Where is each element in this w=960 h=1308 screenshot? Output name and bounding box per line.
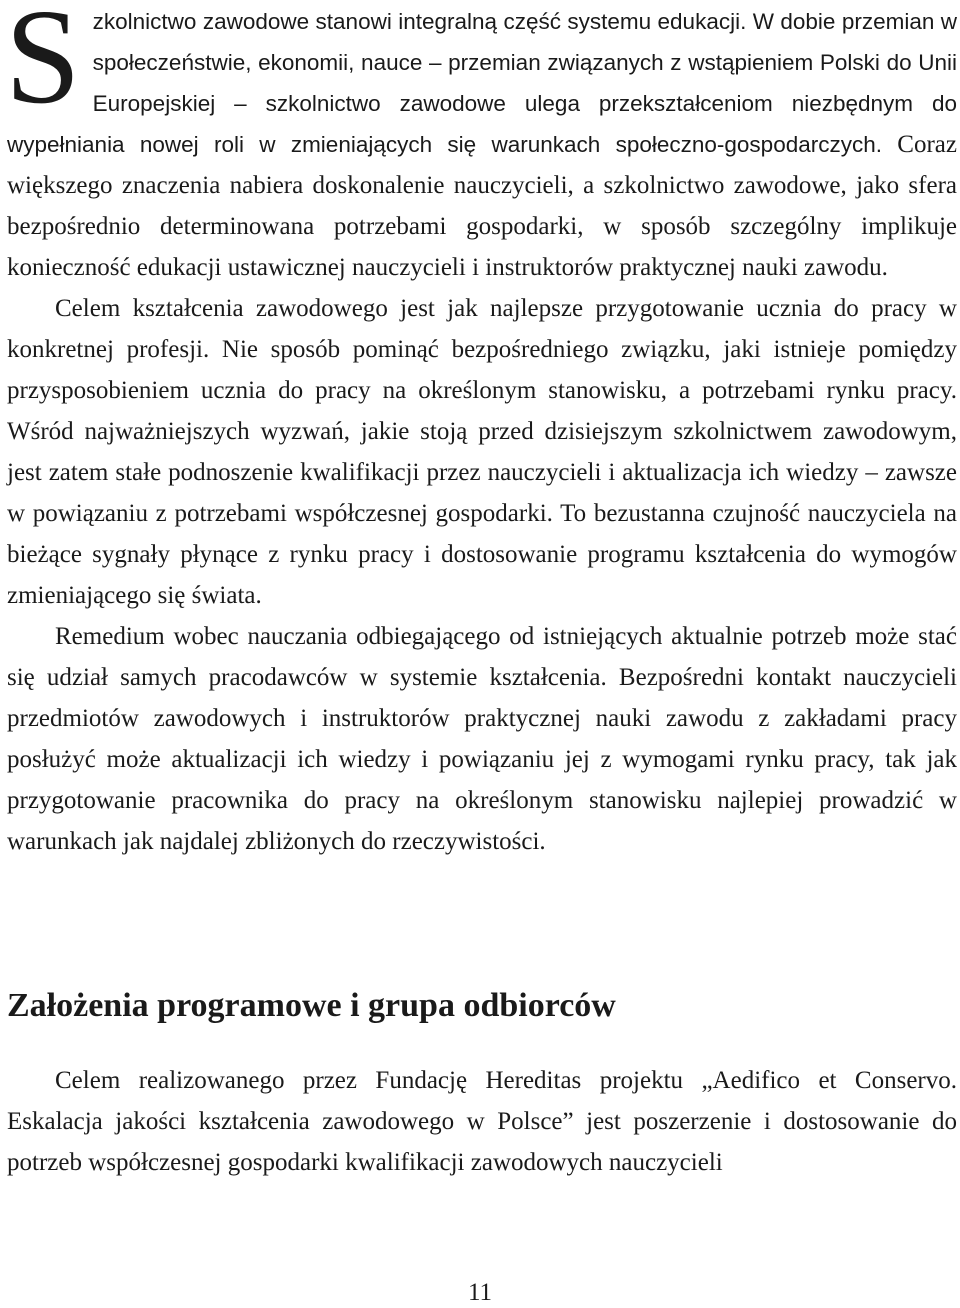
body-paragraph: Celem kształcenia zawodowego jest jak najlepsze przygotowanie ucznia do pracy w konkretnej profesji. Nie sposób pominąć bezpośredniego związku, jaki istnieje pomiędzy przysposobieniem ucznia do pracy na określonym stanowisku, a potrzebami rynku pracy. Wśród najważniejszych wyzwań, jakie stoją przed dzisiejszym szkolnictwem zawodowym, jest zatem stałe podnoszenie kwalifikacji przez nauczycieli i aktualizacja ich wiedzy – zawsze w powiązaniu z potrzebami współczesnej gospodarki. To bezustanna czujność nauczyciela na bieżące sygnały płynące z rynku pracy i dostosowanie programu kształcenia do wymogów zmieniającego się świata. <box>7 295 957 609</box>
intro-sans-text: zkolnictwo zawodowe stanowi integralną część systemu edukacji. W dobie przemian w społeczeństwie, ekonomii, nauce – przemian związanych z wstąpieniem Polski do Unii Europejskiej – szkolnictwo zawodowe ulega przekształceniom niezbędnym do wypełniania nowej roli w zmieniających się warunkach społeczno-gospodarczych. <box>7 9 957 157</box>
section-paragraph: Celem realizowanego przez Fundację Hereditas projektu „Aedifico et Conservo. Eskalacja jakości kształcenia zawodowego w Polsce” jest poszerzenie i dostosowanie do potrzeb współczesnej gospodarki kwalifikacji zawodowych nauczycieli <box>7 1067 957 1176</box>
intro-paragraph <box>7 0 957 288</box>
intro-serif-text: Coraz większego znaczenia nabiera doskonalenie nauczycieli, a szkolnictwo zawodowe, jako sfera bezpośrednio determinowana potrzebami gospodarki, w sposób szczególny implikuje konieczność edukacji ustawicznej nauczycieli i instruktorów praktycznej nauki zawodu. <box>7 131 957 281</box>
document-page <box>7 0 957 1183</box>
drop-cap: S <box>5 0 81 132</box>
page-number: 11 <box>467 1279 493 1306</box>
body-paragraph: Remedium wobec nauczania odbiegającego od istniejących aktualnie potrzeb może stać się udział samych pracodawców w systemie kształcenia. Bezpośredni kontakt nauczycieli przedmiotów zawodowych i instruktorów praktycznej nauki zawodu z zakładami pracy posłużyć może aktualizacji ich wiedzy i powiązaniu jej z wymogami rynku pracy, tak jak przygotowanie pracownika do pracy na określonym stanowisku najlepiej prowadzić w warunkach jak najdalej zbliżonych do rzeczywistości. <box>7 623 957 855</box>
section-heading: Założenia programowe i grupa odbiorców <box>7 987 616 1024</box>
